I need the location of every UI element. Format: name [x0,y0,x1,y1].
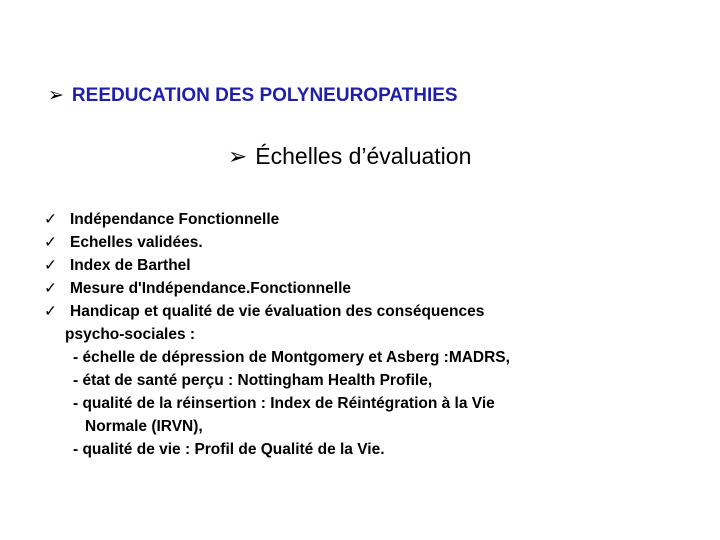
slide-subheading [228,143,471,170]
checklist-item [44,231,484,254]
heading-text: REEDUCATION DES POLYNEUROPATHIES [71,85,458,106]
checkmark-icon: ✓ [44,257,57,274]
details-list [44,323,510,461]
slide-heading [48,84,458,107]
checkmark-icon: ✓ [44,211,57,228]
checklist-item-text: Index de Barthel [70,257,191,274]
checklist-item-text: Handicap et qualité de vie évaluation des conséquences [70,303,485,320]
detail-line: - état de santé perçu : Nottingham Health Profile, [73,372,433,389]
checklist-item-text: Indépendance Fonctionnelle [70,211,280,228]
checklist-item [44,300,484,323]
subheading-text: Échelles d’évaluation [255,143,472,169]
detail-line: - qualité de vie : Profil de Qualité de la Vie. [73,441,385,458]
detail-line: - qualité de la réinsertion : Index de Réintégration à la Vie [73,395,495,412]
checklist [44,208,484,323]
detail-line: - échelle de dépression de Montgomery et Asberg :MADRS, [73,349,510,366]
checkmark-icon: ✓ [44,303,57,320]
detail-line: psycho-sociales : [65,326,196,343]
detail-line: Normale (IRVN), [85,418,203,435]
arrow-bullet-icon: ➢ [228,143,248,169]
arrow-bullet-icon: ➢ [48,85,64,106]
checklist-item [44,254,484,277]
checkmark-icon: ✓ [44,234,57,251]
checklist-item [44,277,484,300]
checkmark-icon: ✓ [44,280,57,297]
checklist-item-text: Echelles validées. [70,234,203,251]
checklist-item-text: Mesure d'Indépendance.Fonctionnelle [70,280,352,297]
checklist-item [44,208,484,231]
